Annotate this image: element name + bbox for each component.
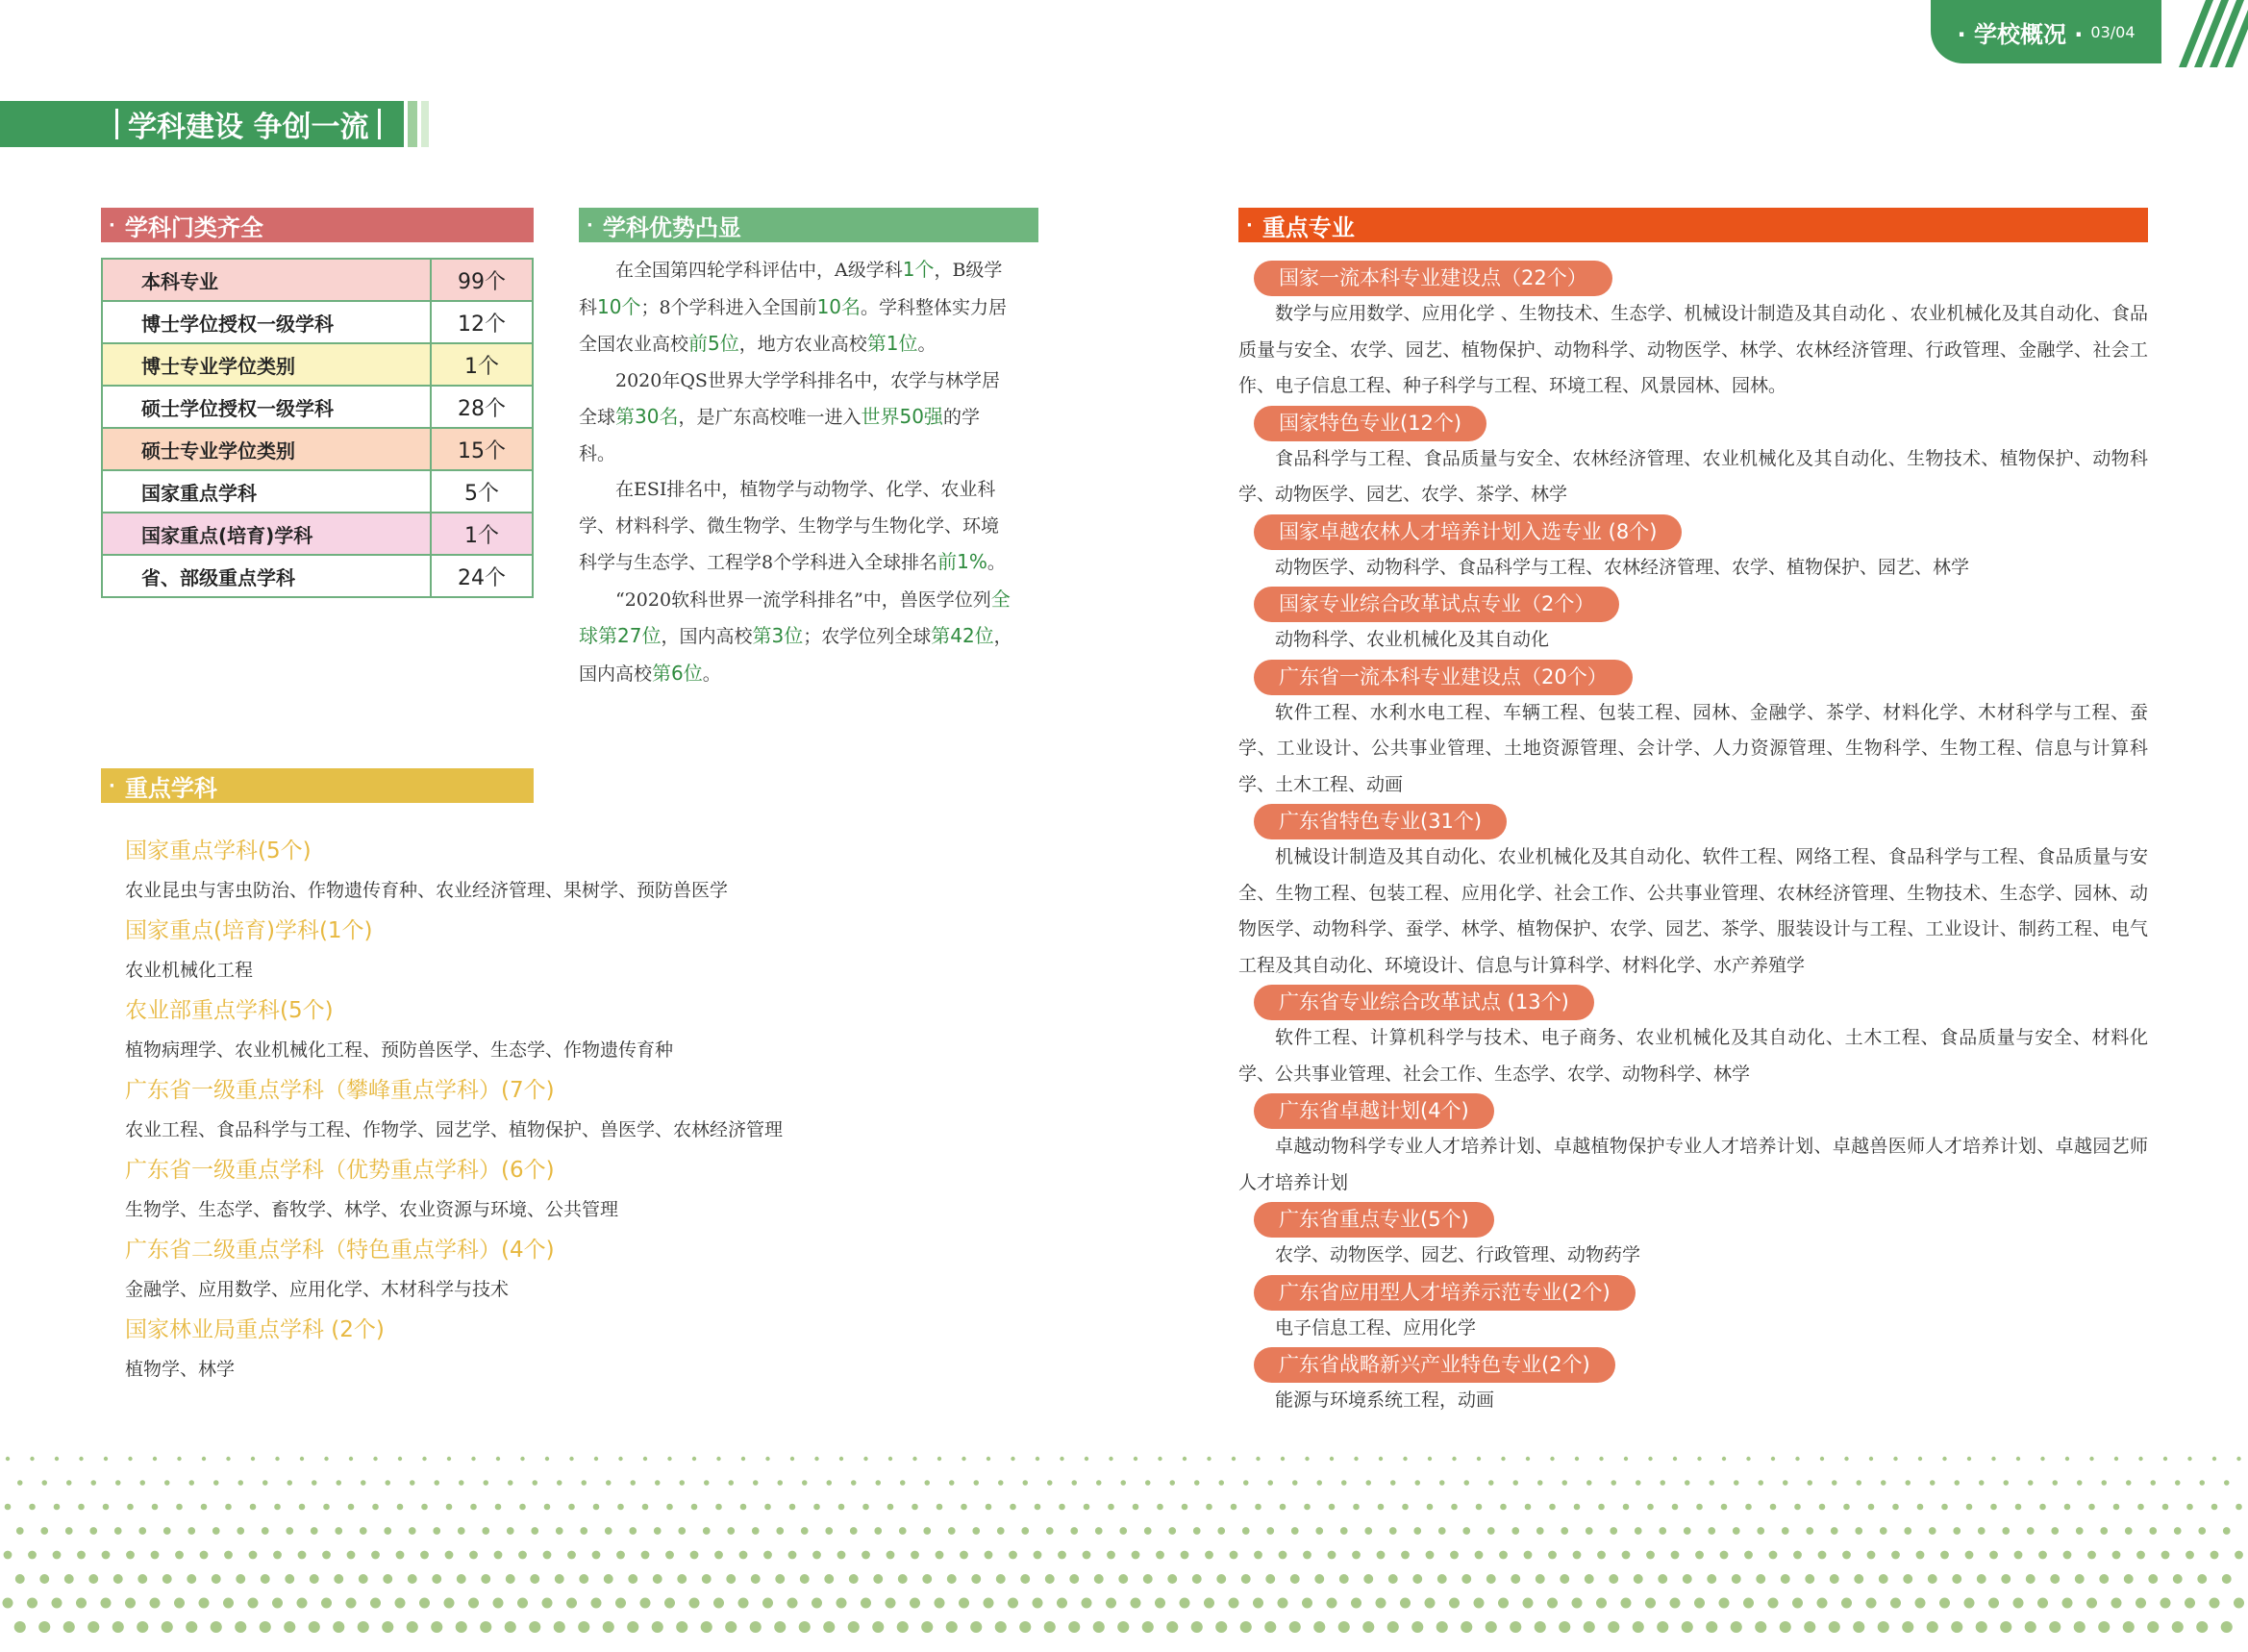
degree-name: 硕士专业学位类别 [102,428,431,470]
highlight-text: 全球第27位 [579,587,1011,647]
degree-count: 1个 [431,343,533,386]
degree-name: 博士学位授权一级学科 [102,301,431,343]
advantage-paragraph [579,252,1013,363]
body-text: ；8个学科进入全国前 [640,296,817,318]
discipline-list: 农业昆虫与害虫防治、作物遗传育种、农业经济管理、果树学、预防兽医学 [125,880,729,901]
highlight-text: 前5位 [688,332,739,355]
page-number: 03/04 [2090,22,2136,41]
major-group [1238,803,2148,984]
discipline-list: 生物学、生态学、畜牧学、林学、农业资源与环境、公共管理 [125,1199,619,1220]
degree-name: 硕士学位授权一级学科 [102,386,431,428]
advantage-paragraph [579,363,1013,473]
major-category-pill: 广东省重点专业(5个) [1254,1202,1494,1238]
degree-row [102,470,533,513]
degrees-title: 学科门类齐全 [124,213,263,241]
major-group [1238,1274,2148,1347]
discipline-category: 广东省二级重点学科（特色重点学科）(4个) [125,1238,555,1263]
discipline-category: 广东省一级重点学科（攀峰重点学科）(7个) [125,1078,555,1103]
major-group [1238,260,2148,405]
major-list: 机械设计制造及其自动化、农业机械化及其自动化、软件工程、网络工程、食品科学与工程、食品质量与安全、生物工程、包装工程、应用化学、社会工作、公共事业管理、农林经济管理、生物技术、生态学、园林、动物医学、动物科学、蚕学、林学、植物保护、农学、园艺、茶学、服装设计与工程、工业设计、制药工程、电气工程及其自动化、环境设计、信息与计算科学、材料化学、水产养殖学 [1238,846,2148,976]
discipline-category: 国家林业局重点学科 (2个) [125,1317,385,1342]
major-list: 能源与环境系统工程，动画 [1275,1389,1495,1411]
major-list: 动物医学、动物科学、食品科学与工程、农林经济管理、农学、植物保护、园艺、林学 [1275,556,1970,578]
degree-name: 本科专业 [102,259,431,301]
major-group [1238,513,2148,587]
degree-row [102,513,533,555]
body-text: 在全国第四轮学科评估中，A级学科 [615,260,903,281]
degree-name: 国家重点(培育)学科 [102,513,431,555]
degree-count: 12个 [431,301,533,343]
advantage-paragraph [579,582,1013,693]
key-majors-title: 重点专业 [1261,213,1355,241]
major-group [1238,659,2148,804]
body-text: ，是广东高校唯一进入 [678,407,862,428]
highlight-text: 10个 [597,294,641,318]
degree-row [102,428,533,470]
advantage-title: 学科优势凸显 [602,213,741,241]
body-text: 。 [702,663,721,685]
discipline-list: 植物病理学、农业机械化工程、预防兽医学、生态学、作物遗传育种 [125,1039,674,1061]
body-text: ，国内高校 [661,626,753,647]
major-category-pill: 国家一流本科专业建设点（22个） [1254,261,1612,296]
highlight-text: 前1% [937,550,987,573]
major-group [1238,586,2148,659]
discipline-category: 国家重点(培育)学科(1个) [125,918,373,943]
body-text: ，国内高校 [579,626,1012,685]
major-group [1238,1092,2148,1201]
degrees-table [101,258,534,598]
degree-count: 99个 [431,259,533,301]
degree-count: 1个 [431,513,533,555]
body-text: 。 [987,552,1006,573]
body-text: “2020软科世界一流学科排名”中，兽医学位列 [615,588,991,611]
section-tab-label: · 学校概况 · [1957,20,2084,48]
highlight-text: 第1位 [866,332,918,355]
key-majors-list [1238,260,2148,1419]
major-list: 电子信息工程、应用化学 [1275,1316,1477,1339]
degree-count: 15个 [431,428,533,470]
advantage-header: · 学科优势凸显 [579,208,1038,242]
discipline-category: 广东省一级重点学科（优势重点学科）(6个) [125,1158,555,1183]
major-list: 卓越动物科学专业人才培养计划、卓越植物保护专业人才培养计划、卓越兽医师人才培养计划、卓越园艺师人才培养计划 [1238,1136,2148,1193]
discipline-list: 农业工程、食品科学与工程、作物学、园艺学、植物保护、兽医学、农林经济管理 [125,1119,784,1140]
body-text: ；农学位列全球 [803,626,932,647]
main-title: 学科建设 争创一流 [128,111,369,144]
body-text: ，B级学科 [579,260,1003,318]
major-list: 软件工程、计算机科学与技术、电子商务、农业机械化及其自动化、土木工程、食品质量与安全、材料化学、公共事业管理、社会工作、生态学、农学、动物科学、林学 [1238,1027,2148,1085]
degree-count: 28个 [431,386,533,428]
key-disciplines-header: · 重点学科 [101,768,534,803]
degrees-header: · 学科门类齐全 [101,208,534,242]
main-title-banner [0,101,404,147]
degree-row [102,386,533,428]
major-category-pill: 广东省卓越计划(4个) [1254,1093,1494,1129]
major-list: 农学、动物医学、园艺、行政管理、动物药学 [1275,1244,1641,1265]
major-category-pill: 国家特色专业(12个) [1254,406,1486,441]
degree-row [102,555,533,597]
highlight-text: 1个 [902,258,935,281]
body-text: 。 [917,334,937,355]
key-disciplines-list [125,831,894,1389]
major-category-pill: 广东省一流本科专业建设点（20个） [1254,660,1633,695]
major-category-pill: 广东省特色专业(31个) [1254,804,1507,839]
degree-count: 24个 [431,555,533,597]
highlight-text: 第6位 [652,661,703,685]
body-text: 2020年QS世界大学学科排名中，农学与林学居全球 [579,369,1000,428]
degree-row [102,343,533,386]
degree-count: 5个 [431,470,533,513]
degree-name: 博士专业学位类别 [102,343,431,386]
highlight-text: 第3位 [752,624,804,647]
discipline-category: 国家重点学科(5个) [125,839,312,864]
body-text: ，地方农业高校 [738,334,867,355]
body-text: 在ESI排名中，植物学与动物学、化学、农业科学、材料科学、微生物学、生物学与生物化学、环境科学与生态学、工程学8个学科进入全球排名 [579,479,1000,573]
highlight-text: 10名 [816,294,862,318]
degree-name: 省、部级重点学科 [102,555,431,597]
major-list: 食品科学与工程、食品质量与安全、农林经济管理、农业机械化及其自动化、生物技术、植物保护、动物科学、动物医学、园艺、农学、茶学、林学 [1238,447,2148,505]
major-group [1238,984,2148,1092]
highlight-text: 第30名 [615,405,679,428]
major-category-pill: 广东省战略新兴产业特色专业(2个) [1254,1347,1615,1383]
advantage-text [579,252,1013,692]
major-category-pill: 国家卓越农林人才培养计划入选专业 (8个) [1254,514,1682,550]
highlight-text: 世界50强 [861,405,943,428]
major-list: 软件工程、水利水电工程、车辆工程、包装工程、园林、金融学、茶学、材料化学、木材科学与工程、蚕学、工业设计、公共事业管理、土地资源管理、会计学、人力资源管理、生物科学、生物工程、信息与计算科学、土木工程、动画 [1238,701,2148,795]
degree-name: 国家重点学科 [102,470,431,513]
degree-row [102,259,533,301]
degree-row [102,301,533,343]
major-group [1238,1201,2148,1274]
corner-stripes-decoration [2161,0,2248,67]
major-group [1238,405,2148,513]
major-category-pill: 广东省专业综合改革试点 (13个) [1254,985,1594,1020]
section-tab [1931,0,2161,63]
body-text: 。学科整体实力居全国农业高校 [579,296,1008,355]
major-list: 动物科学、农业机械化及其自动化 [1275,629,1550,650]
discipline-category: 农业部重点学科(5个) [125,998,334,1023]
body-text: 的学科。 [579,407,980,464]
discipline-list: 植物学、林学 [125,1359,236,1380]
major-group [1238,1346,2148,1419]
highlight-text: 第42位 [931,624,994,647]
discipline-list: 农业机械化工程 [125,960,254,981]
key-disciplines-title: 重点学科 [124,774,217,802]
key-majors-header: · 重点专业 [1238,208,2148,242]
major-category-pill: 国家专业综合改革试点专业（2个） [1254,587,1619,622]
major-category-pill: 广东省应用型人才培养示范专业(2个) [1254,1275,1636,1311]
major-list: 数学与应用数学、应用化学 、生物技术、生态学、机械设计制造及其自动化 、农业机械化及其自动化、食品质量与安全、农学、园艺、植物保护、动物科学、动物医学、林学、农林经济管理、行政管理、金融学、社会工作、电子信息工程、种子科学与工程、环境工程、风景园林、园林。 [1238,303,2148,396]
advantage-paragraph [579,472,1013,582]
dot-pattern-decoration [0,1447,2248,1652]
discipline-list: 金融学、应用数学、应用化学、木材科学与技术 [125,1279,510,1300]
